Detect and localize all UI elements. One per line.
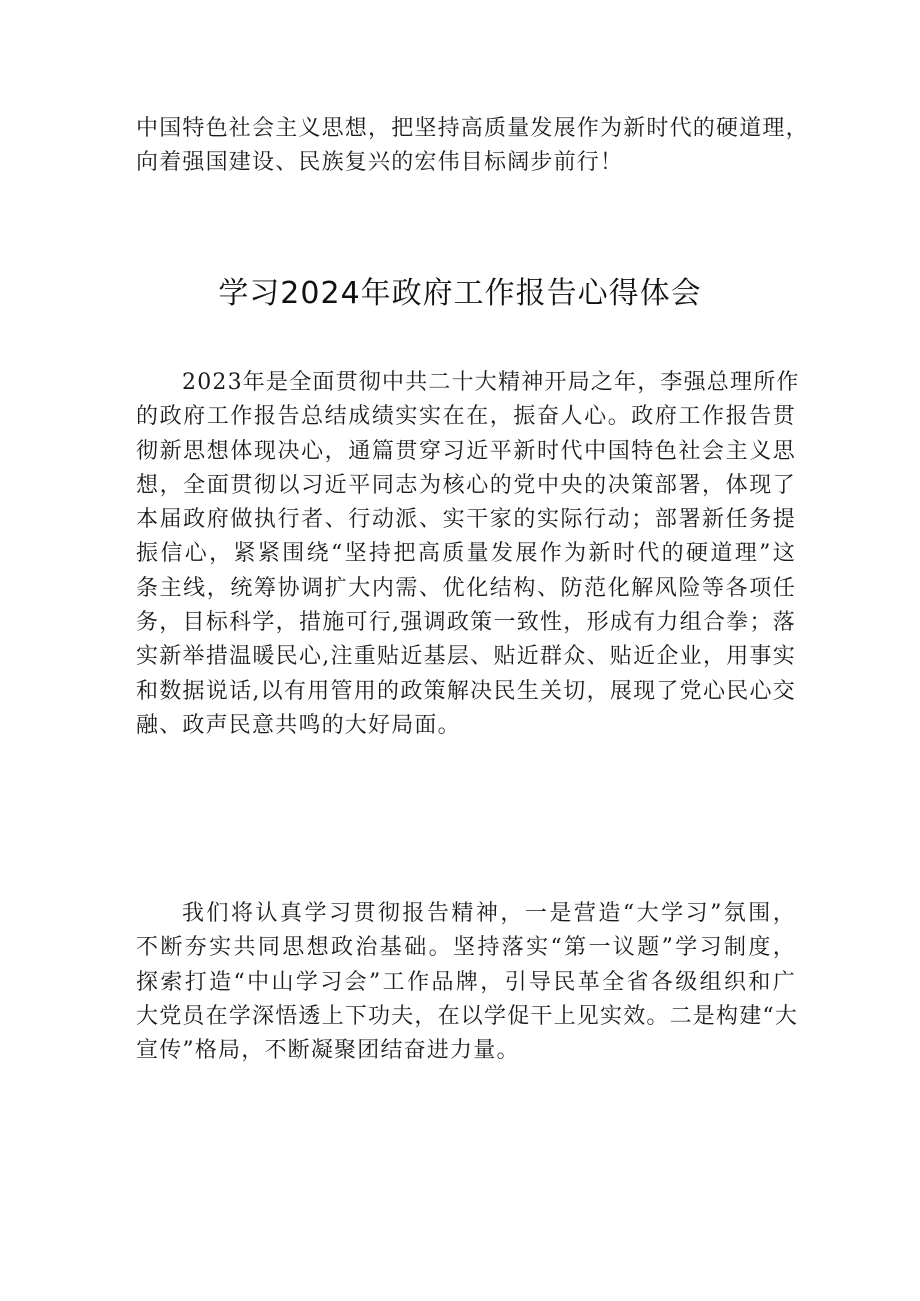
paragraph-line: 振信心，紧紧围绕“坚持把高质量发展作为新时代的硬道理”这: [136, 541, 796, 567]
paragraph-line: 想，全面贯彻以习近平同志为核心的党中央的决策部署，体现了: [136, 472, 796, 498]
paragraph-line: 我们将认真学习贯彻报告精神，一是营造“大学习”氛围，: [182, 901, 796, 926]
document-title: 学习2024年政府工作报告心得体会: [218, 276, 702, 311]
paragraph-1: [136, 366, 800, 743]
paragraph-line: 本届政府做执行者、行动派、实干家的实际行动；部署新任务提: [136, 507, 796, 533]
paragraph-line: 宣传”格局，不断凝聚团结奋进力量。: [136, 1038, 520, 1064]
paragraph-line: 条主线，统筹协调扩大内需、优化结构、防范化解风险等各项任: [136, 575, 796, 601]
paragraph-line: 实新举措温暖民心,注重贴近基层、贴近群众、贴近企业，用事实: [136, 644, 796, 670]
paragraph-line: 2023年是全面贯彻中共二十大精神开局之年，李强总理所作: [182, 370, 800, 395]
paragraph-line: 彻新思想体现决心，通篇贯穿习近平新时代中国特色社会主义思: [136, 438, 796, 464]
paragraph-line: 的政府工作报告总结成绩实实在在，振奋人心。政府工作报告贯: [136, 404, 796, 430]
paragraph-line: 大党员在学深悟透上下功夫，在以学促干上见实效。二是构建“大: [136, 1003, 799, 1029]
intro-line: 中国特色社会主义思想，把坚持高质量发展作为新时代的硬道理，: [136, 116, 809, 141]
paragraph-line: 务，目标科学，措施可行,强调政策一致性，形成有力组合拳；落: [136, 610, 796, 636]
intro-continuation: [136, 112, 809, 181]
paragraph-line: 探索打造“中山学习会”工作品牌，引导民革全省各级组织和广: [136, 969, 796, 995]
paragraph-line: 不断夯实共同思想政治基础。坚持落实“第一议题”学习制度，: [136, 935, 796, 961]
paragraph-line: 融、政声民意共鸣的大好局面。: [136, 712, 461, 738]
intro-line: 向着强国建设、民族复兴的宏伟目标阔步前行！: [136, 150, 624, 176]
paragraph-2: [136, 897, 799, 1068]
paragraph-line: 和数据说话,以有用管用的政策解决民生关切，展现了党心民心交: [136, 678, 796, 704]
